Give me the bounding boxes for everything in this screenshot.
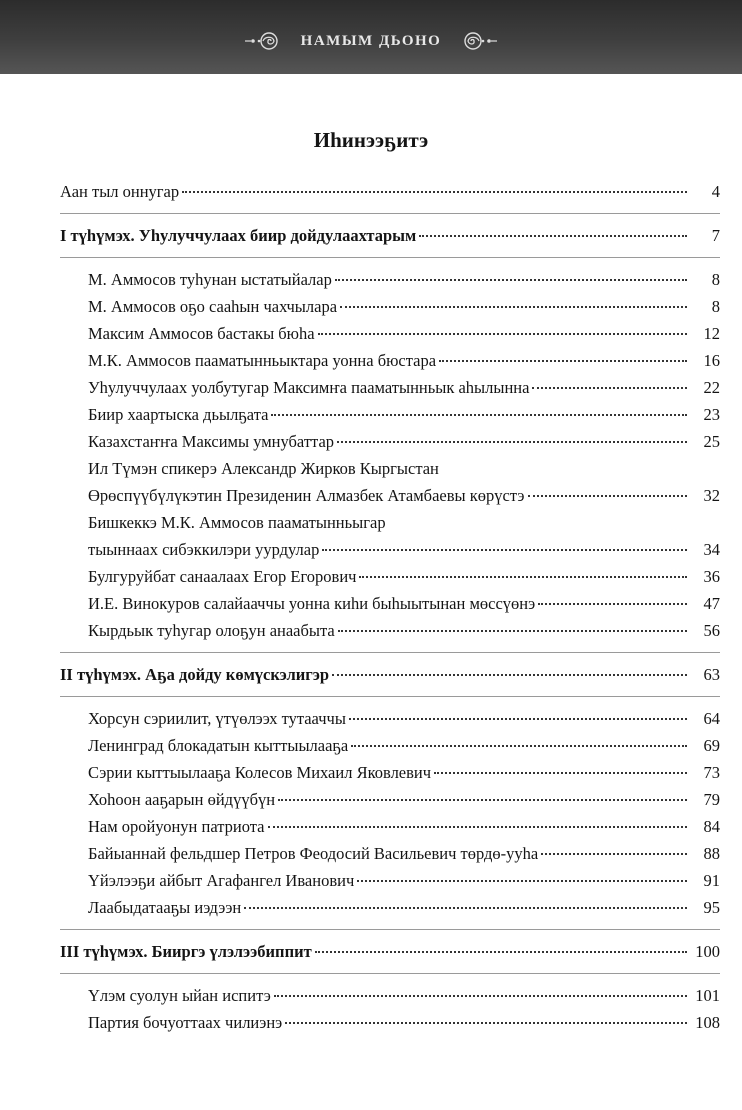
toc-part-2[interactable] xyxy=(60,661,720,688)
toc-part-3[interactable] xyxy=(60,938,720,965)
toc-entry[interactable] xyxy=(60,840,720,867)
toc-entry[interactable] xyxy=(60,293,720,320)
leader-dots xyxy=(357,880,687,882)
leader-dots xyxy=(340,306,687,308)
leader-dots xyxy=(244,907,687,909)
toc-entry[interactable] xyxy=(60,482,720,509)
leader-dots xyxy=(532,387,687,389)
toc-entry-label: Уһулуччулаах уолбутугар Максимҥа пааматынньык аһылынна xyxy=(88,378,530,397)
toc-entry[interactable] xyxy=(60,590,720,617)
section-divider xyxy=(60,652,720,653)
toc-page-number: 56 xyxy=(703,621,720,640)
leader-dots xyxy=(318,333,687,335)
toc-entry-label: Лаабыдатааҕы иэдээн xyxy=(88,898,242,917)
toc-entry-label: Булгуруйбат санаалаах Егор Егорович xyxy=(88,567,357,586)
toc-entry-label: Партия бочуоттаах чилиэнэ xyxy=(88,1013,283,1032)
leader-dots xyxy=(541,853,687,855)
table-of-contents xyxy=(60,178,720,1036)
toc-entry-label: Өрөспүүбүлүкэтин Президенин Алмазбек Атамбаевы көрүстэ xyxy=(88,486,525,505)
leader-dots xyxy=(285,1022,687,1024)
toc-entry[interactable] xyxy=(60,617,720,644)
toc-entry[interactable] xyxy=(60,705,720,732)
toc-entry-label: Үйэлээҕи айбыт Агафангел Иванович xyxy=(88,871,355,890)
toc-entry-label: Ленинград блокадатын кыттыылааҕа xyxy=(88,736,349,755)
toc-page-number: 25 xyxy=(703,432,720,451)
toc-entry[interactable] xyxy=(60,563,720,590)
toc-page-number: 100 xyxy=(695,942,720,961)
running-header xyxy=(0,0,742,74)
page-title: Иһинээҕитэ xyxy=(313,128,429,152)
toc-page-number: 36 xyxy=(703,567,720,586)
toc-page-number: 32 xyxy=(703,486,720,505)
toc-part-label: I түһүмэх. Уһулуччулаах биир дойдулаахтарым xyxy=(60,226,417,245)
toc-entry[interactable] xyxy=(60,894,720,921)
leader-dots xyxy=(335,279,687,281)
leader-dots xyxy=(315,951,687,953)
toc-page-number: 8 xyxy=(711,297,720,316)
toc-entry-label: Максим Аммосов бастакы бюһа xyxy=(88,324,315,343)
toc-entry-lead-line: Бишкеккэ М.К. Аммосов пааматынньыгар xyxy=(88,513,386,532)
toc-entry[interactable] xyxy=(60,732,720,759)
toc-entry-lead-line: Ил Түмэн спикерэ Александр Жирков Кыргыстан xyxy=(88,459,439,478)
leader-dots xyxy=(434,772,687,774)
toc-part-1[interactable] xyxy=(60,222,720,249)
leader-dots xyxy=(351,745,687,747)
leader-dots xyxy=(419,235,687,237)
leader-dots xyxy=(338,630,687,632)
toc-entry-label: Нам оройуонун патриота xyxy=(88,817,265,836)
toc-page-number: 22 xyxy=(703,378,720,397)
leader-dots xyxy=(439,360,687,362)
leader-dots xyxy=(182,191,687,193)
toc-page-number: 95 xyxy=(703,898,720,917)
toc-page-number: 34 xyxy=(703,540,720,559)
toc-entry[interactable] xyxy=(60,759,720,786)
toc-page-number: 84 xyxy=(703,817,720,836)
toc-page-number: 16 xyxy=(703,351,720,370)
toc-entry-label: М.К. Аммосов пааматынньыктара уонна бюстара xyxy=(88,351,437,370)
toc-entry-label: тыыннаах сибэккилэри уурдулар xyxy=(88,540,320,559)
leader-dots xyxy=(278,799,687,801)
toc-entry-label: Биир хаартыска дьылҕата xyxy=(88,405,269,424)
toc-page-number: 79 xyxy=(703,790,720,809)
section-divider xyxy=(60,973,720,974)
toc-page-number: 7 xyxy=(711,226,720,245)
toc-entry-label: Аан тыл оннугар xyxy=(60,182,180,201)
section-divider xyxy=(60,696,720,697)
toc-page-number: 91 xyxy=(703,871,720,890)
leader-dots xyxy=(359,576,687,578)
toc-entry[interactable] xyxy=(60,867,720,894)
section-divider xyxy=(60,929,720,930)
leader-dots xyxy=(337,441,687,443)
toc-entry[interactable] xyxy=(60,401,720,428)
toc-page-number: 101 xyxy=(695,986,720,1005)
toc-page-number: 23 xyxy=(703,405,720,424)
toc-entry-label: Сэрии кыттыылааҕа Колесов Михаил Яковлевич xyxy=(88,763,432,782)
toc-entry-label: Үлэм суолун ыйан испитэ xyxy=(88,986,271,1005)
toc-page-number: 69 xyxy=(703,736,720,755)
toc-page-number: 73 xyxy=(703,763,720,782)
toc-page-number: 64 xyxy=(703,709,720,728)
toc-part-label: III түһүмэх. Бииргэ үлэлээбиппит xyxy=(60,942,312,961)
toc-page-number: 63 xyxy=(703,665,720,684)
toc-entry[interactable] xyxy=(60,347,720,374)
toc-entry-label: М. Аммосов оҕо сааһын чахчылара xyxy=(88,297,338,316)
toc-entry-label: Казахстаҥҥа Максимы умнубаттар xyxy=(88,432,335,451)
toc-page-number: 12 xyxy=(703,324,720,343)
toc-entry-label: И.Е. Винокуров салайааччы уонна киһи быһыытынан мөссүөнэ xyxy=(88,594,536,613)
leader-dots xyxy=(322,549,687,551)
section-divider xyxy=(60,257,720,258)
leader-dots xyxy=(271,414,687,416)
leader-dots xyxy=(268,826,688,828)
leader-dots xyxy=(349,718,687,720)
toc-entry[interactable] xyxy=(60,1009,720,1036)
toc-page-number: 47 xyxy=(703,594,720,613)
toc-page-number: 88 xyxy=(703,844,720,863)
section-divider xyxy=(60,213,720,214)
leader-dots xyxy=(538,603,687,605)
toc-part-label: II түһүмэх. Аҕа дойду көмүскэлигэр xyxy=(60,665,330,684)
toc-entry[interactable] xyxy=(60,536,720,563)
toc-page-number: 108 xyxy=(695,1013,720,1032)
toc-entry[interactable] xyxy=(60,982,720,1009)
toc-entry[interactable] xyxy=(60,813,720,840)
toc-entry-label: Кырдьык туһугар олоҕун анаабыта xyxy=(88,621,335,640)
ornament-left-icon xyxy=(243,30,287,52)
toc-intro[interactable] xyxy=(60,178,720,205)
toc-entry[interactable] xyxy=(60,786,720,813)
toc-page-number: 8 xyxy=(711,270,720,289)
toc-entry-label: М. Аммосов туһунан ыстатыйалар xyxy=(88,270,332,289)
toc-entry[interactable] xyxy=(60,266,720,293)
leader-dots xyxy=(332,674,687,676)
toc-entry[interactable] xyxy=(60,374,720,401)
toc-entry-label: Хоһоон ааҕарын өйдүүбүн xyxy=(88,790,276,809)
leader-dots xyxy=(274,995,687,997)
toc-page-number: 4 xyxy=(711,182,720,201)
running-title: НАМЫМ ДЬОНО xyxy=(300,32,442,49)
toc-entry[interactable] xyxy=(60,320,720,347)
toc-entry[interactable] xyxy=(60,428,720,455)
ornament-right-icon xyxy=(455,30,499,52)
toc-entry-label: Хорсун сэриилит, үтүөлээх тутааччы xyxy=(88,709,346,728)
toc-entry-label: Байыаннай фельдшер Петров Феодосий Васильевич төрдө-ууһа xyxy=(88,844,539,863)
leader-dots xyxy=(528,495,687,497)
